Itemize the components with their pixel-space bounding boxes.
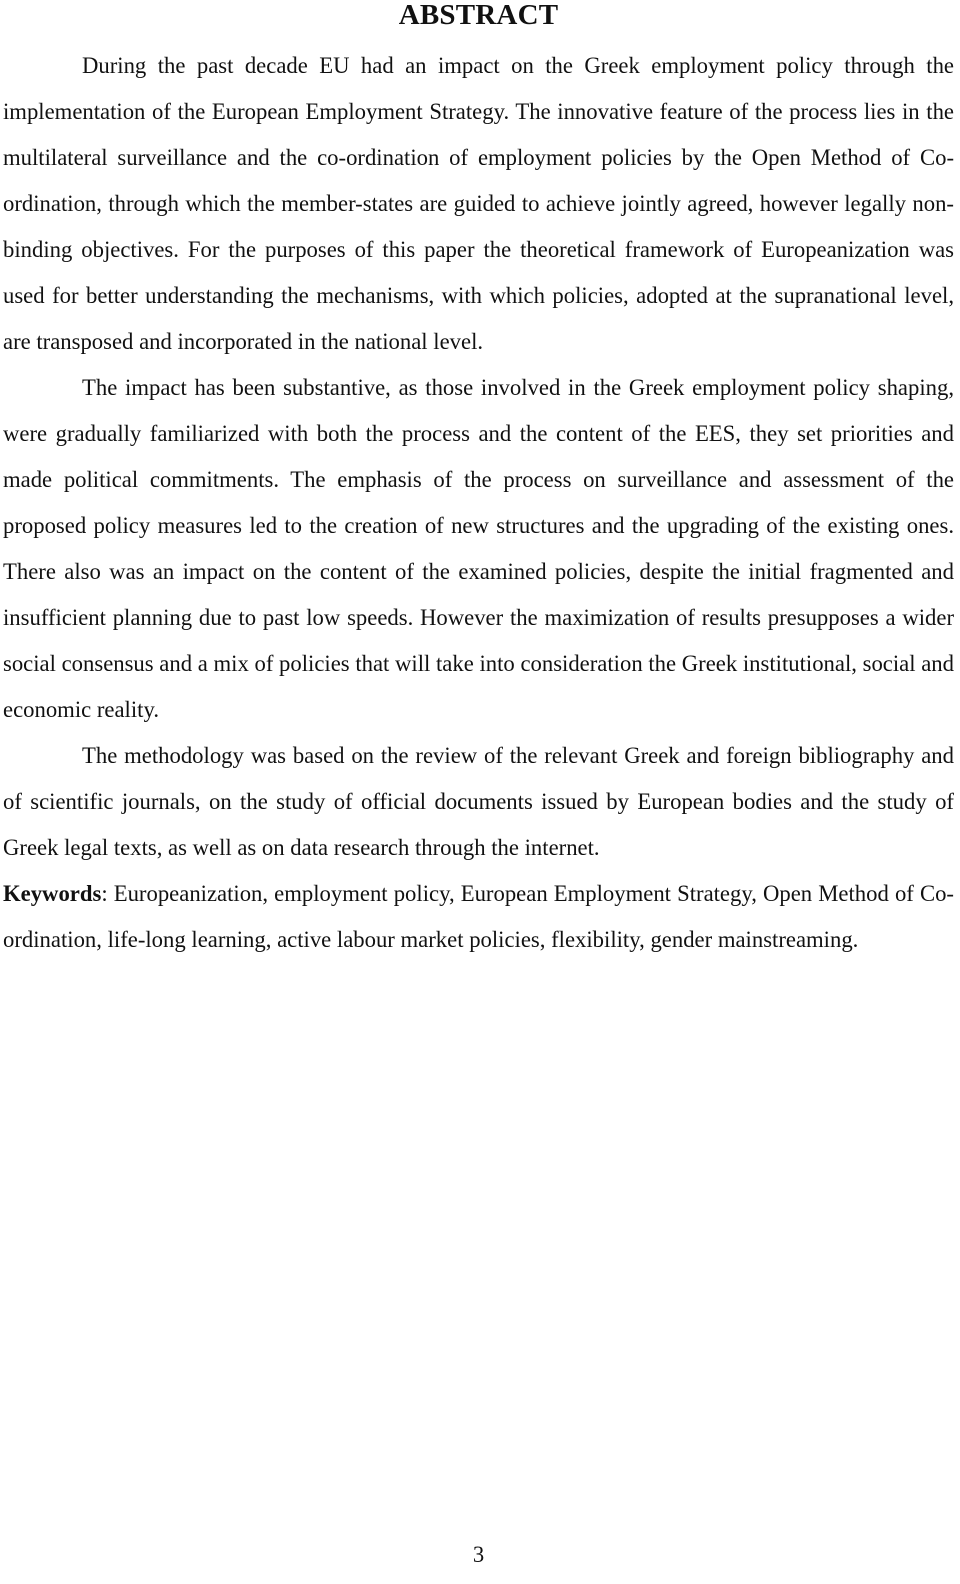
abstract-title: ABSTRACT [398, 0, 559, 31]
abstract-paragraph-1: During the past decade EU had an impact on the Greek employment policy through the implementation of the European Employment Strategy. The innovative feature of the process lies in the multilateral surveillance and the co-ordination of employment policies by the Open Method of Co-ordination, through which the member-states are guided to achieve jointly agreed, however legally non-binding objectives. For the purposes of this paper the theoretical framework of Europeanization was used for better understanding the mechanisms, with which policies, adopted at the supranational level, are transposed and incorporated in the national level. [3, 53, 954, 354]
keywords-label: Keywords [3, 881, 102, 906]
page-number: 3 [472, 1542, 485, 1567]
abstract-paragraph-3: The methodology was based on the review of the relevant Greek and foreign bibliography and of scientific journals, on the study of official documents issued by European bodies and the study of Greek legal texts, as well as on data research through the internet. [3, 743, 954, 860]
keywords-text: Europeanization, employment policy, European Employment Strategy, Open Method of Co-ordination, life-long learning, active labour market policies, flexibility, gender mainstreaming. [3, 881, 954, 952]
keywords-paragraph [3, 871, 954, 963]
keywords-separator: : [101, 881, 114, 906]
document-page [3, 0, 954, 1584]
abstract-paragraph-2: The impact has been substantive, as those involved in the Greek employment policy shaping, were gradually familiarized with both the process and the content of the EES, they set priorities and made political commitments. The emphasis of the process on surveillance and assessment of the proposed policy measures led to the creation of new structures and the upgrading of the existing ones. There also was an impact on the content of the examined policies, despite the initial fragmented and insufficient planning due to past low speeds. However the maximization of results presupposes a wider social consensus and a mix of policies that will take into consideration the Greek institutional, social and economic reality. [3, 375, 954, 722]
